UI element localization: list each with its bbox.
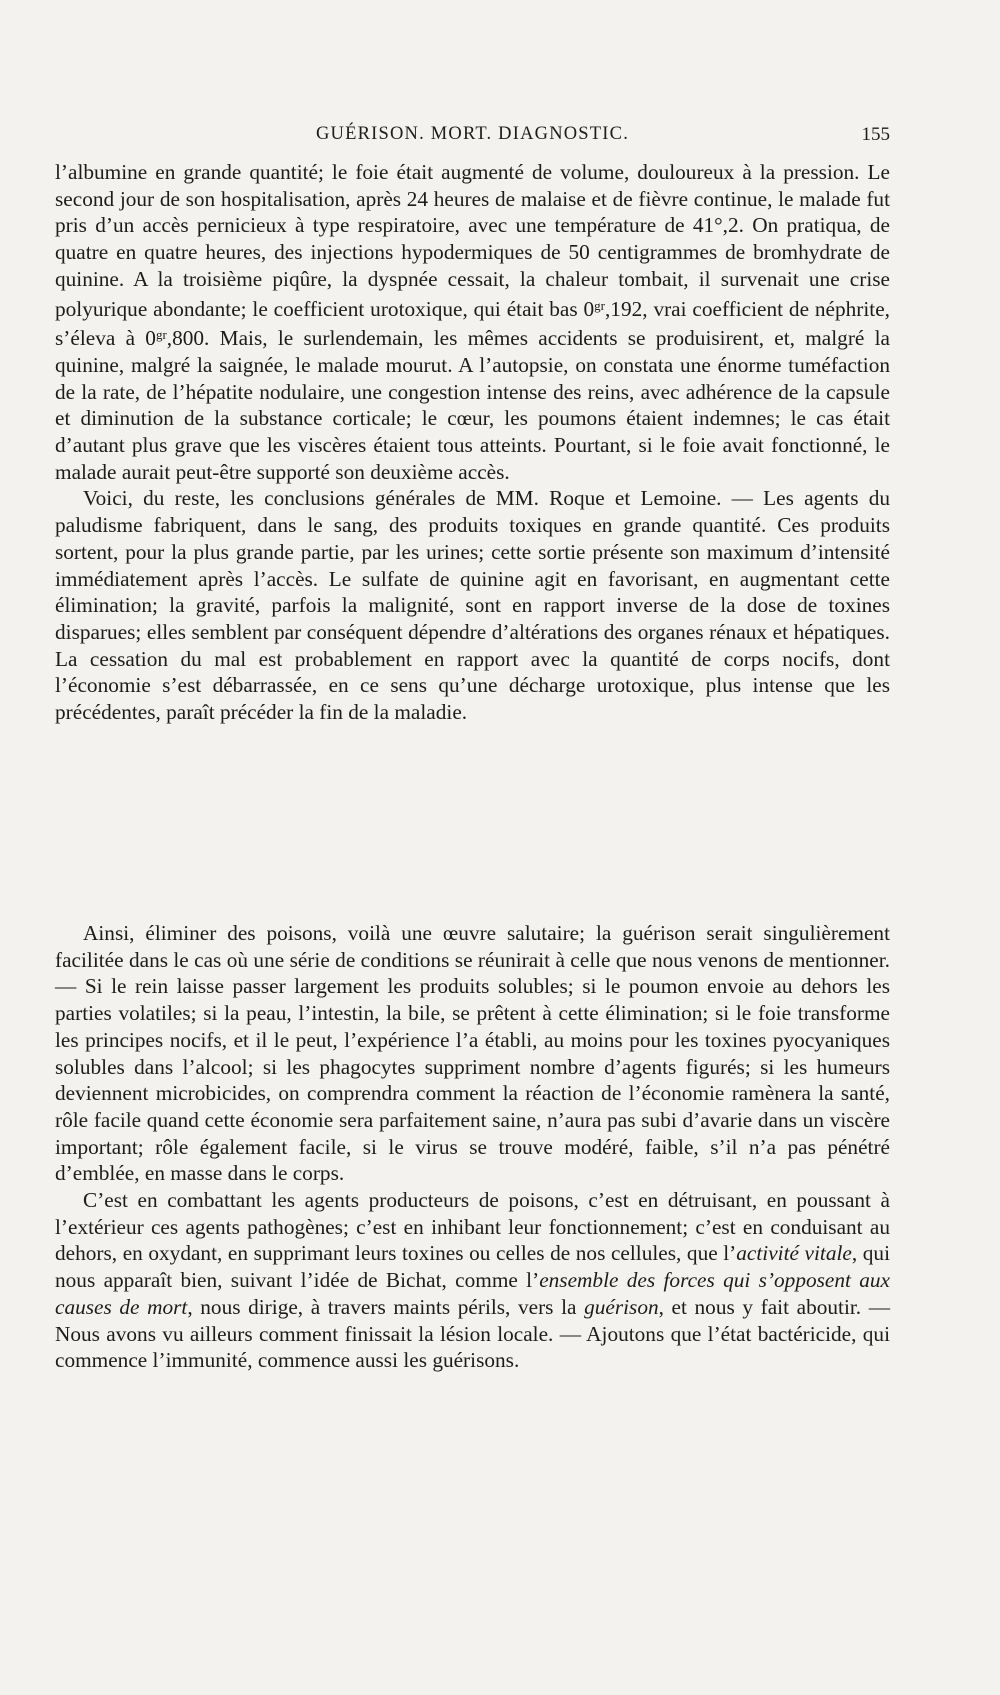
- paragraph-text: ,800. Mais, le surlendemain, les mêmes accidents se produisirent, et, malgré la quinine, malgré la saignée, le malade mourut. A l’autopsie, on constata une énorme tuméfaction de la rate, de l’hépatite nodulaire, une congestion intense des reins, avec adhérence de la capsule et diminution de la substance corticale; le cœur, les poumons étaient indemnes; le cas était d’autant plus grave que les viscères étaient tous atteints. Pourtant, si le foie avait fonctionné, le malade aurait peut-être supporté son deuxième accès.: [55, 326, 890, 484]
- paragraph-text: l’albumine en grande quantité; le foie était augmenté de volume, douloureux à la pression. Le second jour de son hospitalisation, après 24 heures de malaise et de fièvre continue, le malade fut pris d’un accès pernicieux à type respiratoire, avec une température de 41°,2. On pratiqua, de quatre en quatre heures, des injections hypodermiques de 50 centigrammes de bromhydrate de quinine. A la troisième piqûre, la dyspnée cessait, la chaleur tombait, il survenait une crise polyurique abondante; le coefficient urotoxique, qui était bas 0: [55, 160, 890, 321]
- running-title: GUÉRISON. MORT. DIAGNOSTIC.: [315, 124, 630, 144]
- paragraph-text: , et nous y fait aboutir. — Nous avons vu ailleurs comment finissait la lésion locale. — Ajoutons que l’état bactéricide, qui commence l’immunité, commence aussi les guérisons.: [55, 1294, 891, 1373]
- text-block-lower: [55, 920, 890, 1374]
- paragraph-case-report: [55, 159, 890, 485]
- paragraph-text: ,192, vrai coefficient de néphrite, s’éleva à 0: [55, 296, 890, 351]
- page-number: 155: [861, 124, 890, 145]
- italic-phrase: guérison: [584, 1294, 659, 1319]
- text-block-upper: [55, 159, 890, 726]
- paragraph-text: , qui nous apparaît bien, suivant l’idée de Bichat, comme l’: [55, 1241, 890, 1293]
- unit-superscript: gr: [594, 297, 605, 313]
- paragraph-text: , nous dirige, à travers maints périls, vers la: [187, 1294, 585, 1319]
- unit-superscript: gr: [155, 327, 167, 343]
- paragraph-elimination: Ainsi, éliminer des poisons, voilà une œuvre salutaire; la guérison serait singulièrement facilitée dans le cas où une série de conditions se réunirait à celle que nous venons de mentionner. — Si le rein laisse passer largement les produits solubles; si le poumon envoie au dehors les parties volatiles; si la peau, l’intestin, la bile, se prêtent à cette élimination; si le foie transforme les principes nocifs, et il le peut, l’expérience l’a établi, au moins pour les toxines pyocyaniques solubles dans l’alcool; si les phagocytes suppriment nombre d’agents figurés; si les humeurs deviennent microbicides, on comprendra comment la réaction de l’économie ramènera la santé, rôle facile quand cette économie sera parfaitement saine, n’aura pas subi d’avarie dans un viscère important; rôle également facile, si le virus se trouve modéré, faible, s’il n’a pas pénétré d’emblée, en masse dans le corps.: [55, 921, 890, 1186]
- italic-phrase: ensemble des forces qui s’opposent aux causes de mort: [55, 1268, 891, 1319]
- paragraph-vital-activity: [55, 1187, 890, 1374]
- paragraph-text: C’est en combattant les agents producteurs de poisons, c’est en détruisant, en poussant à l’extérieur ces agents pathogènes; c’est en inhibant leur fonctionnement; c’est en conduisant au dehors, en oxydant, en supprimant leurs toxines ou celles de nos cellules, que l’: [55, 1188, 890, 1266]
- running-head: [55, 124, 890, 154]
- paragraph-conclusions: Voici, du reste, les conclusions générales de MM. Roque et Lemoine. — Les agents du paludisme fabriquent, dans le sang, des produits toxiques en grande quantité. Ces produits sortent, pour la plus grande partie, par les urines; cette sortie présente son maximum d’intensité immédiatement après l’accès. Le sulfate de quinine agit en favorisant, en augmentant cette élimination; la gravité, parfois la malignité, sont en rapport inverse de la dose de toxines disparues; elles semblent par conséquent dépendre d’altérations des organes rénaux et hépatiques. La cessation du mal est probablement en rapport avec la quantité de corps nocifs, dont l’économie s’est débarrassée, en ce sens qu’une décharge urotoxique, plus intense que les précédentes, paraît précéder la fin de la maladie.: [55, 486, 890, 725]
- italic-phrase: activité vitale: [736, 1241, 852, 1266]
